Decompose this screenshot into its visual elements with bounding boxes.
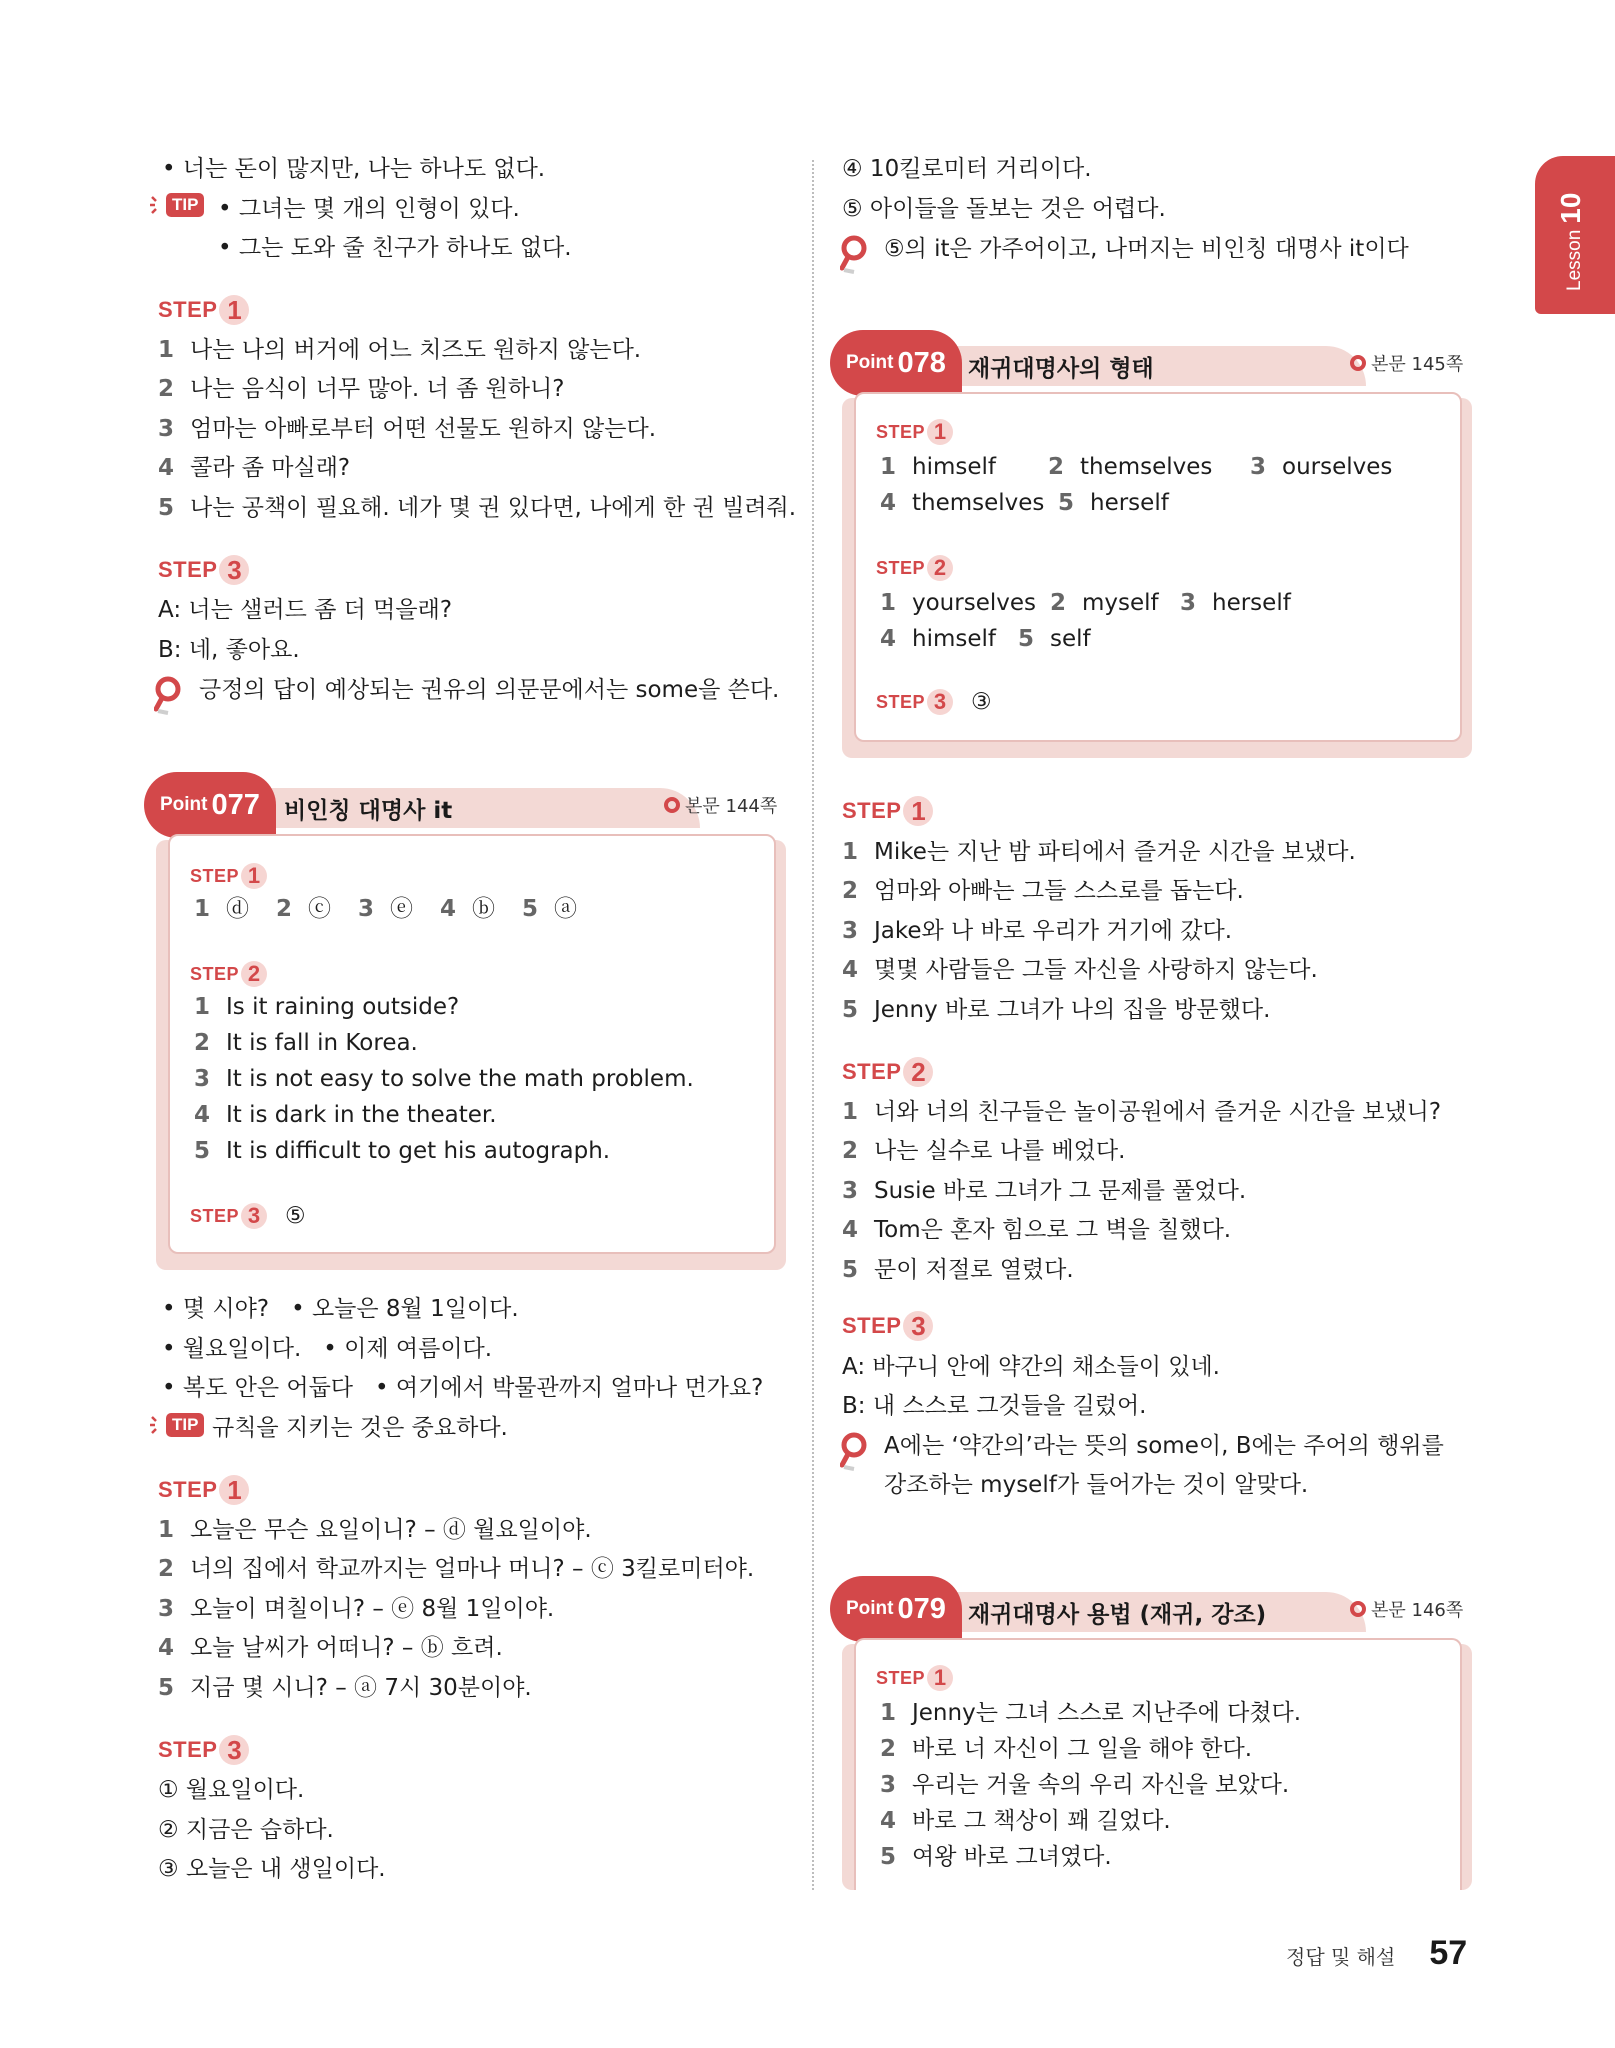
answer-row: 4 himself 5 self (880, 626, 1091, 652)
list-item: 5 지금 몇 시니? – ⓐ 7시 30분이야. (158, 1675, 532, 1701)
list-item: ① 월요일이다. (158, 1777, 305, 1803)
lightbulb-icon (150, 1413, 166, 1437)
list-item: 5 It is difficult to get his autograph. (194, 1138, 611, 1164)
step-answer: ⑤ (285, 1203, 306, 1229)
point-header (144, 772, 784, 830)
step-heading: STEP 1 (876, 414, 953, 450)
dialogue-line: A: 바구니 안에 약간의 채소들이 있네. (842, 1354, 1220, 1380)
explanation-note: A에는 ‘약간의’라는 뜻의 some이, B에는 주어의 행위를 (884, 1433, 1444, 1459)
explanation-note: ⑤의 it은 가주어이고, 나머지는 비인칭 대명사 it이다 (884, 236, 1409, 262)
page-reference: 본문 146쪽 (1350, 1596, 1463, 1622)
tip-label: TIP (166, 193, 204, 217)
bullet-row: • 복도 안은 어둡다 • 여기에서 박물관까지 얼마나 먼가요? (162, 1375, 764, 1401)
list-item: 1 Is it raining outside? (194, 994, 460, 1020)
step-heading: STEP 1 (158, 292, 249, 328)
list-item: ② 지금은 습하다. (158, 1817, 334, 1843)
list-item: 1 Jenny는 그녀 스스로 지난주에 다쳤다. (880, 1700, 1302, 1726)
point-header (830, 330, 1470, 388)
list-item: 2 It is fall in Korea. (194, 1030, 418, 1056)
answer-row: 4 themselves 5 herself (880, 490, 1169, 516)
list-item: 1 나는 나의 버거에 어느 치즈도 원하지 않는다. (158, 337, 642, 363)
list-item: 2 너의 집에서 학교까지는 얼마나 머니? – ⓒ 3킬로미터야. (158, 1556, 755, 1582)
list-item: 3 Jake와 나 바로 우리가 거기에 갔다. (842, 918, 1233, 944)
step-heading: STEP 1 (876, 1660, 953, 1696)
point-title: 재귀대명사의 형태 (968, 356, 1154, 382)
tip-line-1: • 그녀는 몇 개의 인형이 있다. (218, 196, 520, 222)
answer-row: 1 ⓓ 2 ⓒ 3 ⓔ 4 ⓑ 5 ⓐ (194, 896, 577, 922)
list-item: 1 오늘은 무슨 요일이니? – ⓓ 월요일이야. (158, 1517, 592, 1543)
list-item: 3 Susie 바로 그녀가 그 문제를 풀었다. (842, 1178, 1247, 1204)
list-item: 4 몇몇 사람들은 그들 자신을 사랑하지 않는다. (842, 957, 1318, 983)
point-answer-box (168, 834, 776, 1254)
magnifier-icon (840, 1431, 874, 1471)
step-heading: STEP 3 (842, 1308, 933, 1344)
tip-badge: TIP (150, 1413, 204, 1437)
lesson-number: 10 (1555, 192, 1586, 224)
ref-dot-icon (1350, 1601, 1366, 1617)
tip-line: 규칙을 지키는 것은 중요하다. (212, 1415, 508, 1441)
intro-bullet: • 너는 돈이 많지만, 나는 하나도 없다. (162, 156, 546, 182)
point-title: 재귀대명사 용법 (재귀, 강조) (968, 1602, 1267, 1628)
footer-label: 정답 및 해설 (1286, 1945, 1396, 1969)
list-item: 3 우리는 거울 속의 우리 자신을 보았다. (880, 1772, 1290, 1798)
magnifier-icon (154, 675, 188, 715)
column-divider (812, 160, 814, 1890)
point-badge: Point 078 (830, 330, 962, 396)
list-item: 1 Mike는 지난 밤 파티에서 즐거운 시간을 보냈다. (842, 839, 1356, 865)
list-item: 2 나는 실수로 나를 베었다. (842, 1138, 1126, 1164)
point-badge: Point 077 (144, 772, 276, 838)
point-header (830, 1576, 1470, 1634)
list-item: 3 It is not easy to solve the math problem. (194, 1066, 694, 1092)
list-item: 2 엄마와 아빠는 그들 스스로를 돕는다. (842, 878, 1244, 904)
step-heading: STEP 2 (842, 1054, 933, 1090)
dialogue-line: B: 내 스스로 그것들을 길렀어. (842, 1393, 1147, 1419)
tip-badge (150, 193, 204, 217)
step-heading: STEP 1 (158, 1472, 249, 1508)
page-reference: 본문 145쪽 (1350, 350, 1463, 376)
lesson-tab (1535, 156, 1615, 314)
point-badge: Point 079 (830, 1576, 962, 1642)
list-item: 3 오늘이 며칠이니? – ⓔ 8월 1일이야. (158, 1596, 555, 1622)
page-footer (1286, 1934, 1467, 1973)
list-item: 5 여왕 바로 그녀였다. (880, 1844, 1112, 1870)
ref-dot-icon (664, 797, 680, 813)
list-item: 5 나는 공책이 필요해. 네가 몇 권 있다면, 나에게 한 권 빌려줘. (158, 495, 797, 521)
lesson-label: Lesson (1564, 229, 1585, 291)
step-heading: STEP 2 (876, 550, 953, 586)
magnifier-icon (840, 234, 874, 274)
step-heading: STEP 3 ③ (876, 689, 992, 715)
answer-row: 1 yourselves 2 myself 3 herself (880, 590, 1291, 616)
answer-row: 1 himself 2 themselves 3 ourselves (880, 454, 1393, 480)
point-answer-box (854, 392, 1462, 742)
explanation-note: 강조하는 myself가 들어가는 것이 알맞다. (884, 1472, 1309, 1498)
list-item: 2 나는 음식이 너무 많아. 너 좀 원하니? (158, 376, 565, 402)
bullet-row: • 월요일이다. • 이제 여름이다. (162, 1336, 493, 1362)
list-item: 5 Jenny 바로 그녀가 나의 집을 방문했다. (842, 997, 1271, 1023)
tip-line-2: • 그는 도와 줄 친구가 하나도 없다. (218, 235, 572, 261)
ref-dot-icon (1350, 355, 1366, 371)
list-item: 2 바로 너 자신이 그 일을 해야 한다. (880, 1736, 1253, 1762)
step-heading: STEP 3 (158, 1732, 249, 1768)
point-answer-box (854, 1638, 1462, 1890)
step-heading: STEP 2 (190, 956, 267, 992)
dialogue-line: A: 너는 샐러드 좀 더 먹을래? (158, 597, 453, 623)
list-item: 4 Tom은 혼자 힘으로 그 벽을 칠했다. (842, 1217, 1232, 1243)
step-heading: STEP 1 (190, 858, 267, 894)
dialogue-line: B: 네, 좋아요. (158, 637, 300, 663)
list-item: 5 문이 저절로 열렸다. (842, 1257, 1074, 1283)
page-reference: 본문 144쪽 (664, 792, 777, 818)
point-title: 비인칭 대명사 it (284, 798, 453, 824)
step-heading: STEP 3 (158, 552, 249, 588)
list-item: ④ 10킬로미터 거리이다. (842, 156, 1092, 182)
bullet-row: • 몇 시야? • 오늘은 8월 1일이다. (162, 1296, 519, 1322)
list-item: 4 It is dark in the theater. (194, 1102, 497, 1128)
page-number: 57 (1429, 1934, 1468, 1972)
step-heading: STEP 3 ⑤ (190, 1203, 306, 1229)
list-item: 4 바로 그 책상이 꽤 길었다. (880, 1808, 1171, 1834)
list-item: ⑤ 아이들을 돌보는 것은 어렵다. (842, 196, 1166, 222)
list-item: 3 엄마는 아빠로부터 어떤 선물도 원하지 않는다. (158, 416, 657, 442)
lightbulb-icon (150, 193, 166, 217)
list-item: 1 너와 너의 친구들은 놀이공원에서 즐거운 시간을 보냈니? (842, 1099, 1442, 1125)
step-answer: ③ (971, 689, 992, 715)
explanation-note: 긍정의 답이 예상되는 권유의 의문문에서는 some을 쓴다. (199, 677, 780, 703)
step-heading: STEP 1 (842, 793, 933, 829)
list-item: 4 콜라 좀 마실래? (158, 455, 351, 481)
list-item: 4 오늘 날씨가 어떠니? – ⓑ 흐려. (158, 1635, 503, 1661)
list-item: ③ 오늘은 내 생일이다. (158, 1856, 386, 1882)
